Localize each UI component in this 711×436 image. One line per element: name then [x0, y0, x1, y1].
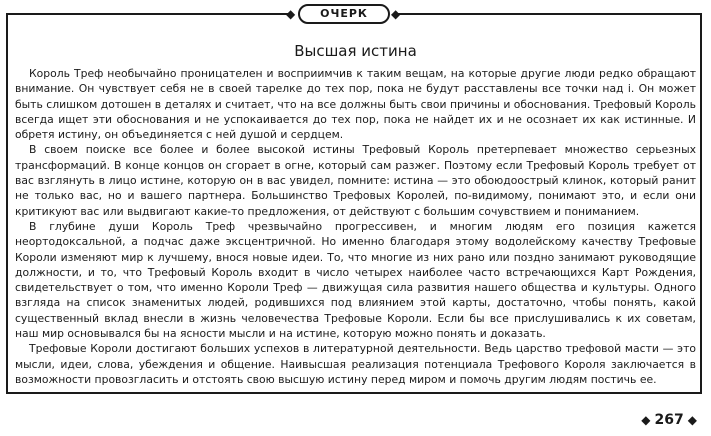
page-footer — [637, 412, 701, 428]
diamond-icon: ◆ — [641, 413, 651, 427]
paragraph: В глубине души Король Треф чрезвычайно прогрессивен, и многим людям его позиция кажется неортодоксальной, а подчас даже эксцентричной. Но именно благодаря этому водолейскому качеству Трефовые Короли изменяют мир к лучшему, внося новые идеи. То, что многие из них рано или поздно занимают руководящие должности, и то, что Трефовый Король входит в число четырех наиболее часто встречающихся Карт Рождения, свидетельствует о том, что именно Короли Треф — движущая сила развития нашего общества и культуры. Одного взгляда на список знаменитых людей, родившихся под влиянием этой карты, достаточно, чтобы понять, какой существенный вклад внесли в жизнь человечества Трефовые Короли. Если бы все прислушивались к их советам, наш мир основывался бы на ясности мысли и на истине, которую можно понять и доказать. — [15, 219, 696, 341]
diamond-icon: ◆ — [391, 7, 401, 21]
article-title: Высшая истина — [294, 42, 417, 60]
paragraph: Трефовые Короли достигают больших успехов в литературной деятельности. Ведь царство трефовой масти — это мысли, идеи, слова, убеждения и общение. Наивысшая реализация потенциала Трефового Короля заключается в возможности провозгласить и отстоять свою высшую истину перед миром и помочь другим людям постичь ее. — [15, 342, 696, 386]
diamond-icon: ◆ — [286, 7, 296, 21]
diamond-icon: ◆ — [687, 413, 697, 427]
paragraph: Король Треф необычайно проницателен и восприимчив к таким вещам, на которые другие люди редко обращают внимание. Он чувствует себя не в своей тарелке до тех пор, пока не будут расставлены все точки над i. Он может быть слишком дотошен в деталях и считает, что на все должны быть свои причины и обоснования. Трефовый Король всегда ищет эти обоснования и не успокаивается до тех пор, пока не найдет их и не осознает их как истинные. И обретя истину, он объединяется с ней душой и сердцем. — [15, 67, 696, 142]
article-body — [15, 66, 696, 387]
page-number: 267 — [654, 412, 684, 428]
paragraph: В своем поиске все более и более высокой истины Трефовый Король претерпевает множество серьезных трансформаций. В конце концов он сгорает в огне, который сам разжег. Поэтому если Трефовый Король требует от вас взглянуть в лицо истине, которую он в вас увидел, помните: истина — это обоюдоострый клинок, который ранит не только вас, но и вашего партнера. Большинство Трефовых Королей, по-видимому, понимают это, и если они критикуют вас или выдвигают какие-то предложения, от действуют с большим сочувствием и пониманием. — [15, 143, 696, 218]
section-badge: ОЧЕРК — [298, 4, 390, 24]
